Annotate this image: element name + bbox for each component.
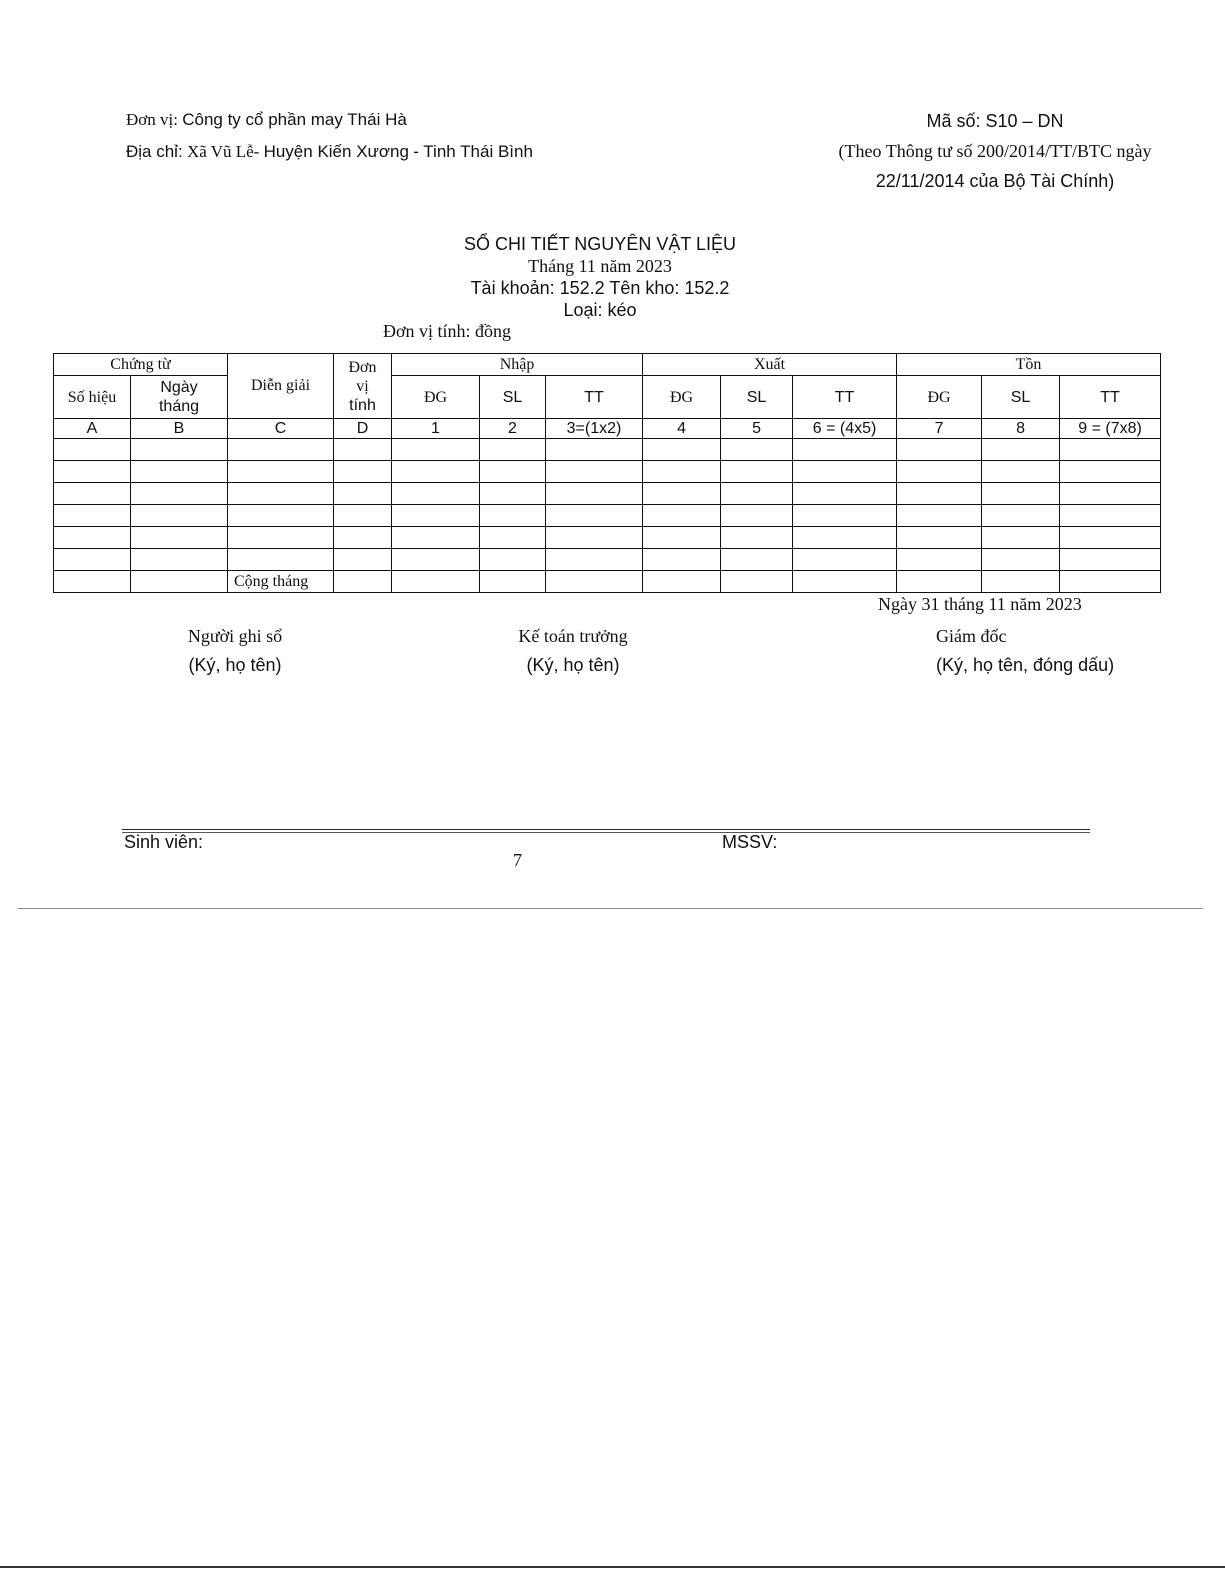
- chief-accountant-signature: [463, 622, 683, 680]
- table-cell: [392, 461, 480, 483]
- import-amount-header: TT: [546, 376, 643, 419]
- accountant-note: (Ký, họ tên): [526, 655, 620, 675]
- total-label: Cộng tháng: [228, 571, 334, 593]
- uom-header: [334, 354, 392, 419]
- legal-reference-2: 22/11/2014 của Bộ Tài Chính): [875, 171, 1115, 191]
- balance-qty-header: SL: [982, 376, 1060, 419]
- table-cell: [793, 527, 897, 549]
- recorder-title: [125, 622, 345, 651]
- table-cell: [334, 439, 392, 461]
- table-cell: [480, 505, 546, 527]
- table-cell: [897, 527, 982, 549]
- legal-reference-1: (Theo Thông tư số 200/2014/TT/BTC ngày: [838, 141, 1152, 161]
- ledger-body: [54, 439, 1161, 571]
- table-cell: [1060, 461, 1161, 483]
- table-cell: [721, 549, 793, 571]
- table-cell: [480, 461, 546, 483]
- table-cell: [982, 527, 1060, 549]
- column-code: 2: [480, 419, 546, 439]
- column-code: 5: [721, 419, 793, 439]
- import-price-header: ĐG: [392, 376, 480, 419]
- table-cell: [793, 549, 897, 571]
- footer-divider-inner: [122, 832, 1090, 833]
- table-cell: [643, 527, 721, 549]
- currency-unit: Đơn vị tính: đồng: [383, 321, 512, 341]
- table-cell: [480, 483, 546, 505]
- table-cell: [721, 571, 793, 593]
- table-cell: [982, 505, 1060, 527]
- recorder-signature: [125, 622, 345, 680]
- uom-header-word: Đơn: [348, 358, 377, 376]
- export-amount-header: TT: [793, 376, 897, 419]
- table-cell: [721, 461, 793, 483]
- table-cell: [897, 439, 982, 461]
- recorder-title-text: Người ghi sổ: [187, 626, 283, 646]
- table-cell: [546, 549, 643, 571]
- column-code: 3=(1x2): [546, 419, 643, 439]
- director-signature: [916, 622, 1136, 680]
- voucher-header: Chứng từ: [54, 354, 228, 376]
- import-qty-header: SL: [480, 376, 546, 419]
- bottom-edge-line: [0, 1566, 1225, 1568]
- header-row-groups: [54, 354, 1161, 376]
- export-qty-header: SL: [721, 376, 793, 419]
- table-cell: [334, 527, 392, 549]
- column-code: 7: [897, 419, 982, 439]
- uom-header-word: tính: [349, 396, 376, 414]
- document-title-block: [380, 233, 820, 321]
- table-cell: [643, 461, 721, 483]
- table-cell: [54, 483, 131, 505]
- column-code: B: [131, 419, 228, 439]
- voucher-date-header-word: tháng: [158, 398, 200, 415]
- table-row: [54, 505, 1161, 527]
- document-period: Tháng 11 năm 2023: [528, 256, 672, 276]
- table-cell: [480, 527, 546, 549]
- table-cell: [228, 461, 334, 483]
- voucher-date-header-word: Ngày: [160, 379, 198, 396]
- table-cell: [228, 527, 334, 549]
- table-cell: [334, 549, 392, 571]
- table-row: [54, 527, 1161, 549]
- voucher-date-header: [131, 376, 228, 419]
- unit-value: Công ty cổ phần may Thái Hà: [182, 110, 407, 129]
- table-cell: [228, 549, 334, 571]
- form-code: Mã số: S10 – DN: [926, 111, 1064, 131]
- org-address-line: [126, 136, 533, 168]
- table-cell: [721, 527, 793, 549]
- recorder-note: (Ký, họ tên): [188, 655, 282, 675]
- table-cell: [897, 483, 982, 505]
- table-cell: [793, 505, 897, 527]
- table-cell: [546, 461, 643, 483]
- table-cell: [1060, 483, 1161, 505]
- page-break-line: [18, 908, 1203, 909]
- table-cell: [982, 571, 1060, 593]
- table-cell: [982, 439, 1060, 461]
- header-row-sub: [54, 376, 1161, 419]
- address-part1: Xã Vũ Lễ-: [186, 142, 260, 161]
- table-cell: [334, 505, 392, 527]
- student-label: Sinh viên:: [124, 832, 204, 852]
- column-code-row: [54, 419, 1161, 439]
- unit-label: Đơn vị:: [126, 110, 178, 129]
- table-cell: [982, 483, 1060, 505]
- address-part2: Huyện Kiến Xương: [263, 142, 409, 161]
- table-cell: [897, 461, 982, 483]
- column-code: 1: [392, 419, 480, 439]
- balance-header: Tồn: [897, 354, 1161, 376]
- table-cell: [643, 483, 721, 505]
- balance-amount-header: TT: [1060, 376, 1161, 419]
- balance-price-header: ĐG: [897, 376, 982, 419]
- table-cell: [131, 483, 228, 505]
- table-cell: [54, 439, 131, 461]
- table-cell: [54, 549, 131, 571]
- table-cell: [1060, 571, 1161, 593]
- table-cell: [546, 505, 643, 527]
- table-cell: [131, 439, 228, 461]
- column-code: 6 = (4x5): [793, 419, 897, 439]
- column-code: A: [54, 419, 131, 439]
- table-cell: [480, 439, 546, 461]
- table-cell: [392, 505, 480, 527]
- table-row: [54, 549, 1161, 571]
- table-cell: [643, 439, 721, 461]
- uom-header-word: vị: [356, 377, 369, 395]
- table-cell: [392, 483, 480, 505]
- table-cell: [54, 571, 131, 593]
- table-cell: [334, 571, 392, 593]
- table-cell: [643, 505, 721, 527]
- table-cell: [793, 461, 897, 483]
- table-cell: [131, 549, 228, 571]
- footer-divider: [122, 829, 1090, 830]
- account-line: Tài khoản: 152.2 Tên kho: 152.2: [470, 278, 730, 298]
- table-cell: [131, 571, 228, 593]
- table-cell: [721, 439, 793, 461]
- org-header: [126, 104, 533, 168]
- org-unit-line: [126, 104, 533, 136]
- table-cell: [228, 483, 334, 505]
- table-cell: [897, 505, 982, 527]
- table-cell: [897, 571, 982, 593]
- table-cell: [721, 505, 793, 527]
- table-cell: [54, 461, 131, 483]
- table-cell: [546, 571, 643, 593]
- table-cell: [228, 439, 334, 461]
- address-label: Địa chỉ:: [126, 142, 183, 161]
- table-cell: [721, 483, 793, 505]
- table-cell: [546, 439, 643, 461]
- table-cell: [546, 483, 643, 505]
- table-cell: [1060, 505, 1161, 527]
- table-cell: [54, 505, 131, 527]
- table-cell: [793, 439, 897, 461]
- export-price-header: ĐG: [643, 376, 721, 419]
- column-code: 4: [643, 419, 721, 439]
- form-code-block: [810, 106, 1180, 196]
- table-row: [54, 461, 1161, 483]
- table-cell: [1060, 439, 1161, 461]
- table-cell: [982, 461, 1060, 483]
- table-cell: [897, 549, 982, 571]
- column-code: 8: [982, 419, 1060, 439]
- table-cell: [131, 505, 228, 527]
- document-title: SỔ CHI TIẾT NGUYÊN VẬT LIỆU: [463, 234, 737, 254]
- address-part3: - Tinh Thái Bình: [413, 142, 533, 161]
- table-cell: [1060, 527, 1161, 549]
- table-cell: [54, 527, 131, 549]
- table-row: [54, 439, 1161, 461]
- table-cell: [392, 439, 480, 461]
- table-cell: [131, 527, 228, 549]
- student-id-label: MSSV:: [722, 832, 778, 852]
- export-header: Xuất: [643, 354, 897, 376]
- table-cell: [392, 527, 480, 549]
- table-row: [54, 483, 1161, 505]
- column-code: 9 = (7x8): [1060, 419, 1161, 439]
- table-cell: [480, 571, 546, 593]
- table-cell: [793, 483, 897, 505]
- description-header: Diễn giải: [228, 354, 334, 419]
- accountant-title: Kế toán trưởng: [518, 626, 628, 646]
- column-code: D: [334, 419, 392, 439]
- table-cell: [546, 527, 643, 549]
- total-row: [54, 571, 1161, 593]
- voucher-number-header: Số hiệu: [54, 376, 131, 419]
- table-cell: [982, 549, 1060, 571]
- table-cell: [1060, 549, 1161, 571]
- table-cell: [392, 571, 480, 593]
- table-cell: [643, 571, 721, 593]
- table-cell: [228, 505, 334, 527]
- column-code: C: [228, 419, 334, 439]
- material-type: Loại: kéo: [563, 300, 637, 320]
- import-header: Nhập: [392, 354, 643, 376]
- table-cell: [480, 549, 546, 571]
- table-cell: [643, 549, 721, 571]
- director-title: Giám đốc: [936, 626, 1007, 646]
- director-note: (Ký, họ tên, đóng dấu): [936, 655, 1115, 675]
- table-cell: [392, 549, 480, 571]
- table-cell: [334, 483, 392, 505]
- signature-date: Ngày 31 tháng 11 năm 2023: [878, 594, 1082, 614]
- table-cell: [334, 461, 392, 483]
- table-cell: [793, 571, 897, 593]
- table-cell: [131, 461, 228, 483]
- material-ledger-table: [53, 353, 1161, 593]
- page-number: 7: [513, 850, 522, 870]
